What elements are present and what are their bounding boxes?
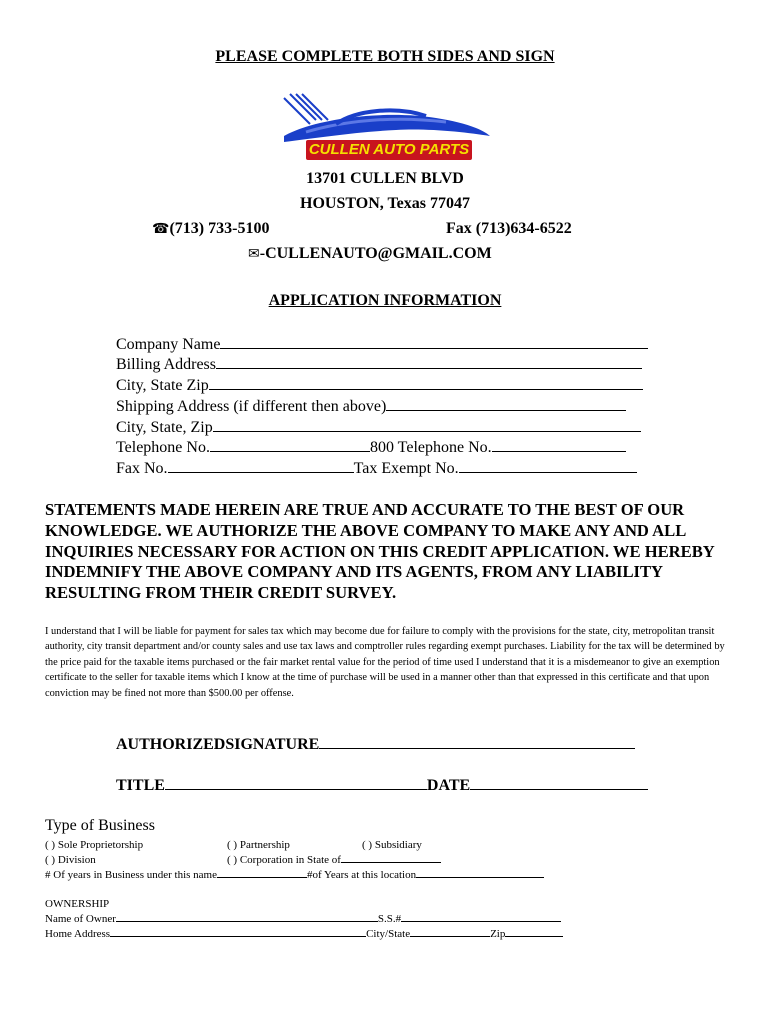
owner-row xyxy=(45,912,561,926)
authorized-signature-label: AUTHORIZEDSIGNATURE xyxy=(116,736,320,753)
form-instruction: PLEASE COMPLETE BOTH SIDES AND SIGN xyxy=(215,48,555,65)
subsidiary-option[interactable]: ( ) Subsidiary xyxy=(362,839,422,851)
years-in-business-row xyxy=(45,868,544,882)
telephone-row xyxy=(116,438,626,458)
ssn-field[interactable] xyxy=(401,920,561,922)
title-date-row xyxy=(116,777,648,795)
ownership-heading: OWNERSHIP xyxy=(45,898,110,910)
division-option[interactable]: ( ) Division xyxy=(45,854,96,866)
address-line1: 13701 CULLEN BLVD xyxy=(306,170,464,187)
years-location-label: #of Years at this location xyxy=(307,869,417,881)
telephone-icon: ☎ xyxy=(152,221,170,237)
tax-exempt-label: Tax Exempt No. xyxy=(353,460,459,477)
tax-liability-notice: I understand that I will be liable for payment for sales tax which may become due for failure to comply with the provisions for the state, city, metropolitan transit authority, city transit department and/or county sales and use tax laws and comptroller rules regarding exempt purchases. Liability for the tax will be determined by the price paid for the taxable items purchased or the fair market rental value for the period of time used I understand that it is a misdemeanor to give an exemption certificate to the seller for taxable items which I know at the time of purchase will be used in a manner other than that expressed in this certificate and that upon conviction may be fined not more than $500.00 per offense. xyxy=(45,626,725,699)
home-address-label: Home Address xyxy=(45,928,111,940)
owner-name-label: Name of Owner xyxy=(45,913,116,925)
company-name-field[interactable] xyxy=(220,347,648,349)
authorized-signature-field[interactable] xyxy=(319,747,635,749)
partnership-option[interactable]: ( ) Partnership xyxy=(227,839,290,851)
shipping-address-field[interactable] xyxy=(386,409,626,411)
billing-address-row xyxy=(116,355,642,375)
phone-row xyxy=(152,220,269,238)
fax-number: Fax (713)634-6522 xyxy=(446,220,572,237)
zip-label: Zip xyxy=(490,928,506,940)
address-line2: HOUSTON, Texas 77047 xyxy=(300,195,470,212)
email-address: -CULLENAUTO@GMAIL.COM xyxy=(259,245,492,262)
corporation-option[interactable]: ( ) Corporation in State of xyxy=(227,854,341,866)
telephone-800-label: 800 Telephone No. xyxy=(369,439,492,456)
city-state-zip-label: City, State Zip xyxy=(116,377,209,394)
company-name-row xyxy=(116,335,648,355)
signature-row xyxy=(116,736,635,754)
fax-label: Fax No. xyxy=(116,460,168,477)
shipping-address-row xyxy=(116,397,626,417)
logo-text: CULLEN AUTO PARTS xyxy=(308,141,470,158)
city-state-label: City/State xyxy=(366,928,411,940)
title-label: TITLE xyxy=(116,777,165,794)
application-heading: APPLICATION INFORMATION xyxy=(268,292,502,309)
city-state-zip-row xyxy=(116,376,643,396)
home-address-row xyxy=(45,927,563,941)
envelope-icon: ✉ xyxy=(248,246,260,262)
city-state-zip2-field[interactable] xyxy=(213,430,641,432)
telephone-label: Telephone No. xyxy=(116,439,210,456)
fax-field[interactable] xyxy=(168,471,354,473)
telephone-800-field[interactable] xyxy=(492,450,626,452)
city-state-zip-field[interactable] xyxy=(209,388,643,390)
email-row xyxy=(248,245,492,263)
owner-name-field[interactable] xyxy=(116,920,378,922)
ssn-label: S.S.# xyxy=(377,913,402,925)
zip-field[interactable] xyxy=(505,935,563,937)
sole-proprietorship-option[interactable]: ( ) Sole Proprietorship xyxy=(45,839,144,851)
date-label: DATE xyxy=(426,777,471,794)
title-field[interactable] xyxy=(165,788,427,790)
fax-row xyxy=(116,459,637,479)
telephone-field[interactable] xyxy=(210,450,370,452)
date-field[interactable] xyxy=(470,788,648,790)
phone-number: (713) 733-5100 xyxy=(169,220,270,237)
city-state-field[interactable] xyxy=(410,935,490,937)
company-name-label: Company Name xyxy=(116,336,221,353)
home-address-field[interactable] xyxy=(110,935,366,937)
years-name-field[interactable] xyxy=(217,876,307,878)
city-state-zip2-label: City, State, Zip xyxy=(116,419,213,436)
billing-address-field[interactable] xyxy=(216,367,642,369)
accuracy-statement: STATEMENTS MADE HEREIN ARE TRUE AND ACCURATE TO THE BEST OF OUR KNOWLEDGE. WE AUTHORIZE THE ABOVE COMPANY TO MAKE ANY AND ALL INQUIRIES NECESSARY FOR ACTION ON THIS CREDIT APPLICATION. WE HEREBY INDEMNIFY THE ABOVE COMPANY AND ITS AGENTS, FROM ANY LIABILITY RESULTING FROM THEIR CREDIT SURVEY. xyxy=(45,500,715,603)
corporation-row xyxy=(227,853,441,867)
shipping-address-label: Shipping Address (if different then above) xyxy=(116,398,387,415)
corporation-state-field[interactable] xyxy=(341,861,441,863)
business-type-heading: Type of Business xyxy=(45,817,155,834)
years-location-field[interactable] xyxy=(416,876,544,878)
tax-exempt-field[interactable] xyxy=(459,471,637,473)
years-name-label: # Of years in Business under this name xyxy=(45,869,217,881)
billing-address-label: Billing Address xyxy=(116,356,217,373)
city-state-zip2-row xyxy=(116,418,641,438)
company-logo xyxy=(276,92,496,164)
